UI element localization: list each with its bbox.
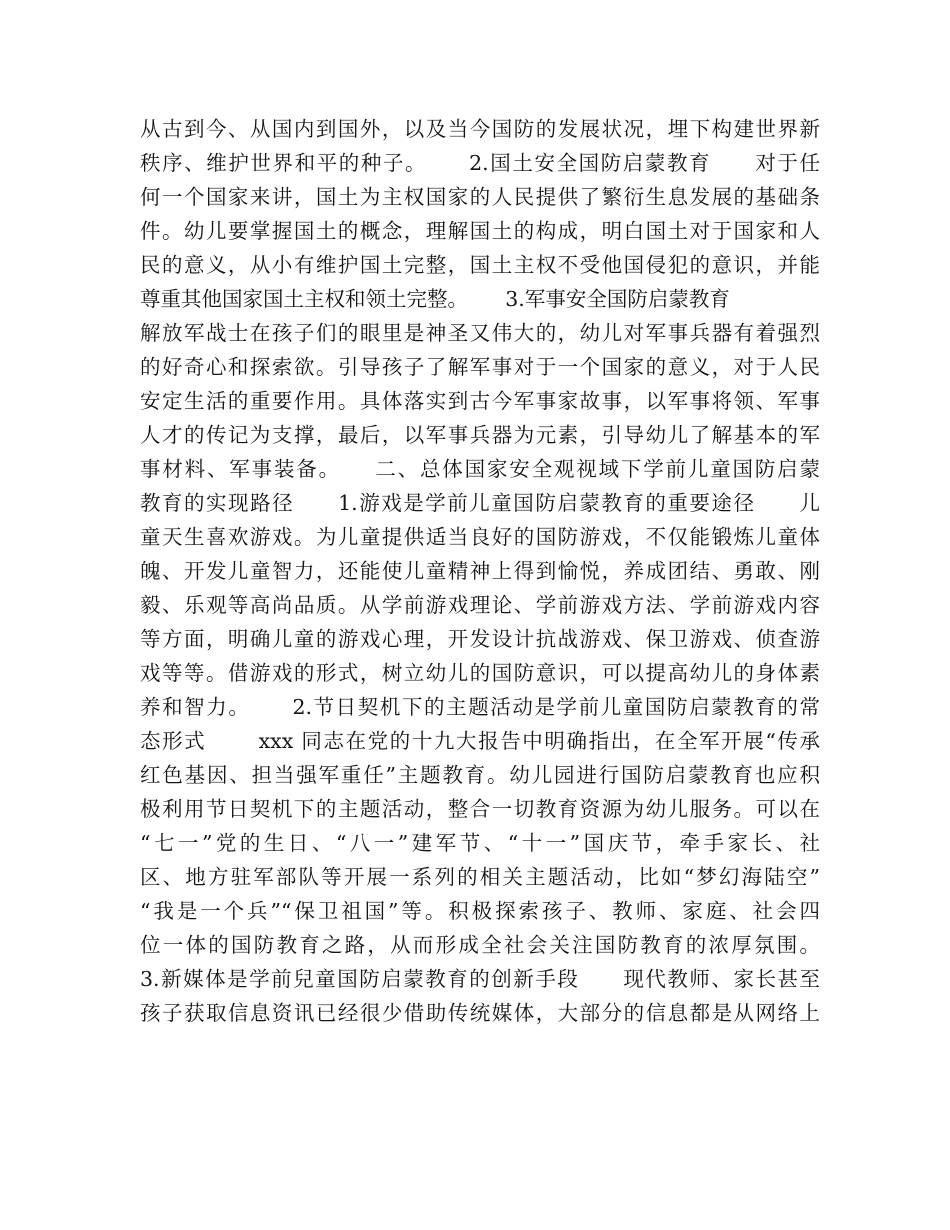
text-line: 戏等等。借游戏的形式，树立幼儿的国防意识，可以提高幼儿的身体素	[140, 661, 820, 685]
text-line: 从古到今、从国内到国外，以及当今国防的发展状况，埋下构建世界新	[140, 117, 820, 141]
text-line: 毅、乐观等高尚品质。从学前游戏理论、学前游戏方法、学前游戏内容	[140, 593, 820, 617]
text-line: 位一体的国防教育之路，从而形成全社会关注国防教育的浓厚氛围。	[140, 933, 820, 957]
text-line: 秩序、维护世界和平的种子。 2.国土安全国防启蒙教育 对于任	[140, 151, 820, 175]
text-line: 魄、开发儿童智力，还能使儿童精神上得到愉悦，养成团结、勇敢、刚	[140, 559, 820, 583]
text-line: 件。幼儿要掌握国土的概念，理解国土的构成，明白国土对于国家和人	[140, 219, 820, 243]
text-line: 的好奇心和探索欲。引导孩子了解军事对于一个国家的意义，对于人民	[140, 355, 820, 379]
text-line: 人才的传记为支撑，最后，以军事兵器为元素，引导幼儿了解基本的军	[140, 423, 820, 447]
text-line: 等方面，明确儿童的游戏心理，开发设计抗战游戏、保卫游戏、侦查游	[140, 627, 820, 651]
text-line: 事材料、军事装备。 二、总体国家安全观视域下学前儿童国防启蒙	[140, 457, 820, 481]
text-line: 民的意义，从小有维护国土完整，国土主权不受他国侵犯的意识，并能	[140, 253, 820, 277]
text-line: 极利用节日契机下的主题活动，整合一切教育资源为幼儿服务。可以在	[140, 797, 820, 821]
text-line: 教育的实现路径 1.游戏是学前儿童国防启蒙教育的重要途径 儿	[140, 491, 820, 515]
text-line: 区、地方驻军部队等开展一系列的相关主题活动，比如“梦幻海陆空”	[140, 865, 820, 889]
text-line: 安定生活的重要作用。具体落实到古今军事家故事，以军事将领、军事	[140, 389, 820, 413]
text-line: “七一”党的生日、“八一”建军节、“十一”国庆节，牵手家长、社	[140, 831, 820, 855]
text-line: 童天生喜欢游戏。为儿童提供适当良好的国防游戏，不仅能锻炼儿童体	[140, 525, 820, 549]
text-line: 红色基因、担当强军重任”主题教育。幼儿园进行国防启蒙教育也应积	[140, 763, 820, 787]
text-line: 何一个国家来讲，国土为主权国家的人民提供了繁衍生息发展的基础条	[140, 185, 820, 209]
text-line: 3.新媒体是学前兒童国防启蒙教育的创新手段 现代教师、家长甚至	[140, 967, 820, 991]
body-text	[140, 112, 820, 1030]
text-line: 态形式 xxx 同志在党的十九大报告中明确指出，在全军开展“传承	[140, 729, 820, 753]
text-line: “我是一个兵”“保卫祖国”等。积极探索孩子、教师、家庭、社会四	[140, 899, 820, 923]
text-line: 养和智力。 2.节日契机下的主题活动是学前儿童国防启蒙教育的常	[140, 695, 820, 719]
text-line: 孩子获取信息资讯已经很少借助传统媒体，大部分的信息都是从网络上	[140, 1001, 820, 1025]
text-line: 解放军战士在孩子们的眼里是神圣又伟大的，幼儿对军事兵器有着强烈	[140, 321, 820, 345]
text-line: 尊重其他国家国土主权和领土完整。 3.军事安全国防启蒙教育	[140, 287, 730, 311]
